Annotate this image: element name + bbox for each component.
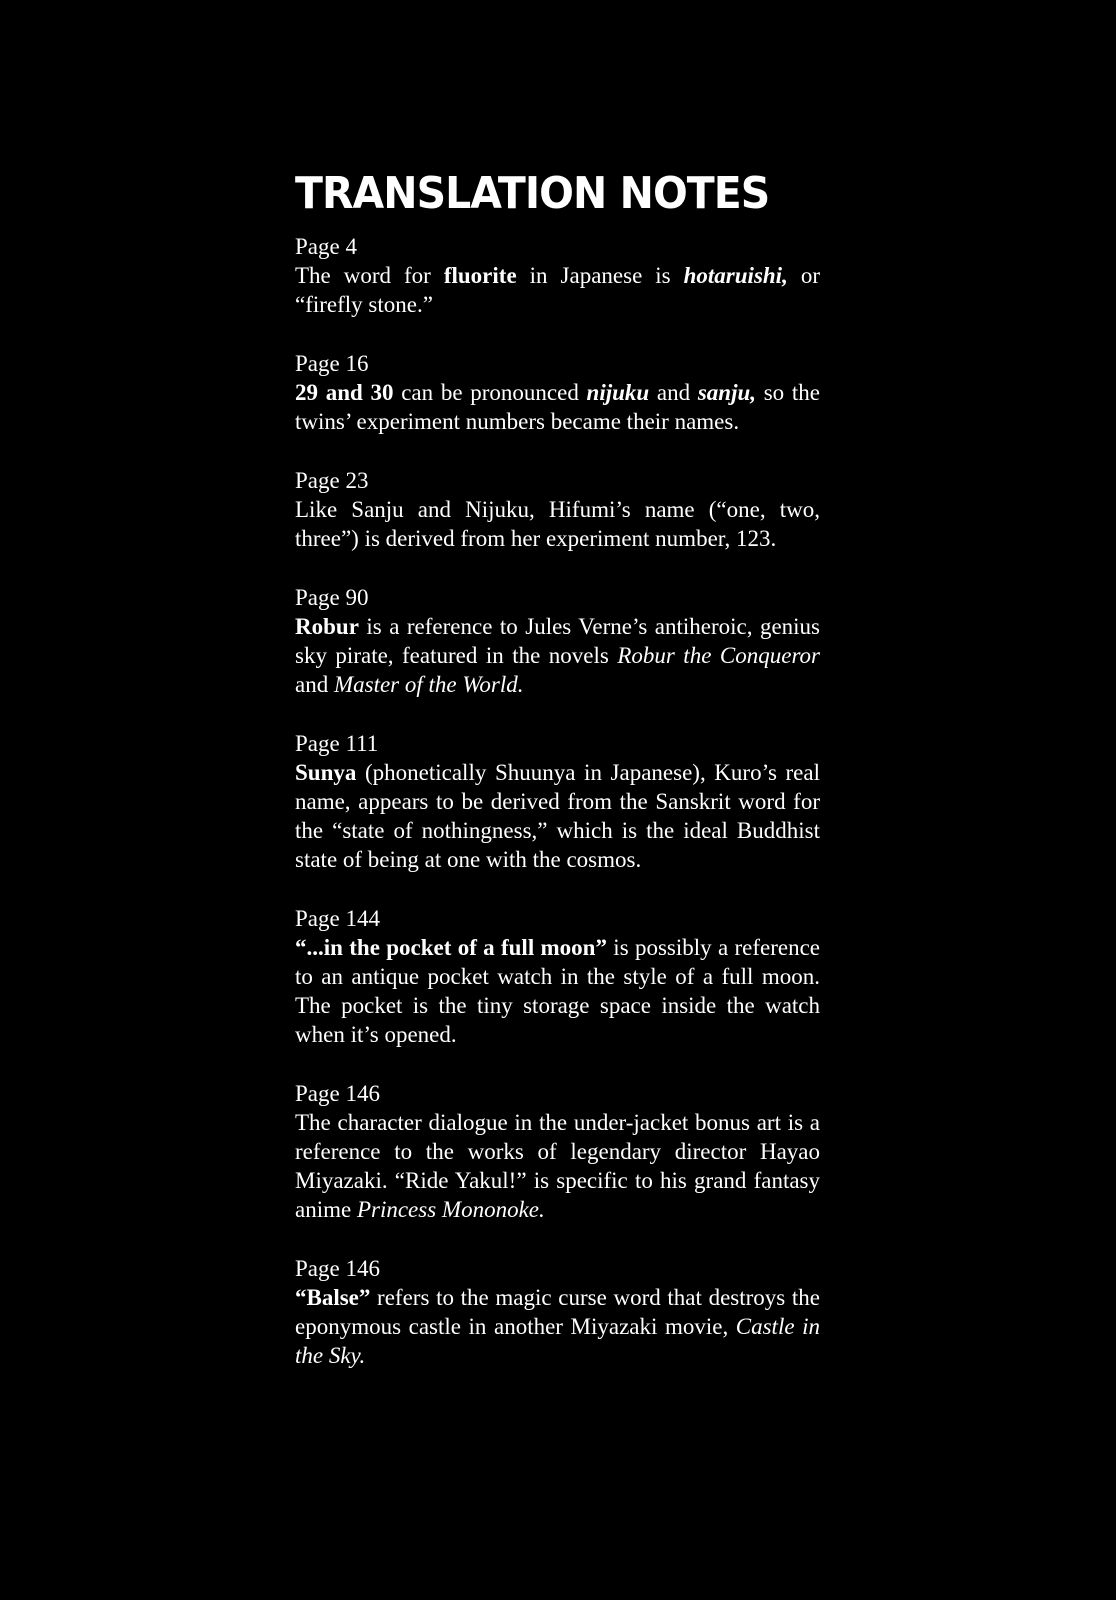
note-text-segment: The character dialogue in the under-jacket bonus art is a reference to the works of legendary director Hayao Miyazaki. “Ride Yakul!” is specific to his grand fantasy anime xyxy=(295,1110,820,1222)
note-text-segment: sanju, xyxy=(697,380,757,405)
note-text-segment: fluorite xyxy=(443,263,517,288)
note-text-segment: Robur xyxy=(295,614,359,639)
note-text-segment: is a reference to Jules Verne’s antiheroic, genius sky pirate, featured in the novels xyxy=(295,614,820,668)
note-text-segment: Princess Mononoke. xyxy=(356,1197,545,1222)
note-page-heading: Page 144 xyxy=(295,906,380,931)
note-text-segment: can be pronounced xyxy=(393,380,587,405)
note-text-segment: refers to the magic curse word that destroys the eponymous castle in another Miyazaki movie, xyxy=(295,1285,820,1339)
note-text-segment: The word for xyxy=(295,263,444,288)
note-entry xyxy=(295,349,820,436)
note-text-segment: Like Sanju and Nijuku, Hifumi’s name (“one, two, three”) is derived from her experiment number, 123. xyxy=(295,497,820,551)
note-text-segment: Castle in the Sky. xyxy=(295,1314,821,1368)
page-title: TRANSLATION NOTES xyxy=(295,168,770,219)
note-text xyxy=(295,378,820,436)
note-text-segment: or “firefly stone.” xyxy=(295,263,820,317)
note-entry xyxy=(295,904,820,1049)
note-text-segment: and xyxy=(295,672,334,697)
note-entry xyxy=(295,729,820,874)
note-entry xyxy=(295,1079,820,1224)
note-text xyxy=(295,933,820,1049)
note-entry xyxy=(295,1254,820,1370)
note-page-heading: Page 23 xyxy=(295,468,369,493)
translation-notes-page xyxy=(295,168,820,1400)
note-text-segment: in Japanese is xyxy=(516,263,684,288)
note-text xyxy=(295,495,820,553)
note-text xyxy=(295,1283,820,1370)
note-page-heading: Page 4 xyxy=(295,234,357,259)
note-text-segment: is possibly a reference to an antique pocket watch in the style of a full moon. The pocket is the tiny storage space inside the watch when it’s opened. xyxy=(295,935,820,1047)
note-text-segment: so the twins’ experiment numbers became their names. xyxy=(295,380,820,434)
note-entry xyxy=(295,583,820,699)
note-page-heading: Page 90 xyxy=(295,585,369,610)
note-text xyxy=(295,1108,820,1224)
note-page-heading: Page 146 xyxy=(295,1256,380,1281)
note-text xyxy=(295,612,820,699)
notes-list xyxy=(295,232,820,1370)
note-text-segment: Master of the World. xyxy=(333,672,524,697)
note-text-segment: (phonetically Shuunya in Japanese), Kuro’s real name, appears to be derived from the Sanskrit word for the “state of nothingness,” which is the ideal Buddhist state of being at one with the cosmos. xyxy=(295,760,820,872)
note-text-segment: hotaruishi, xyxy=(683,263,788,288)
note-text-segment: and xyxy=(649,380,698,405)
note-entry xyxy=(295,232,820,319)
note-text-segment: Robur the Conqueror xyxy=(617,643,820,668)
note-text xyxy=(295,758,820,874)
note-text xyxy=(295,261,820,319)
note-text-segment: “...in the pocket of a full moon” xyxy=(295,935,607,960)
note-text-segment: Sunya xyxy=(295,760,357,785)
note-page-heading: Page 16 xyxy=(295,351,369,376)
note-entry xyxy=(295,466,820,553)
note-page-heading: Page 111 xyxy=(295,731,379,756)
note-page-heading: Page 146 xyxy=(295,1081,380,1106)
note-text-segment: 29 and 30 xyxy=(295,380,394,405)
note-text-segment: nijuku xyxy=(586,380,650,405)
note-text-segment: “Balse” xyxy=(295,1285,371,1310)
